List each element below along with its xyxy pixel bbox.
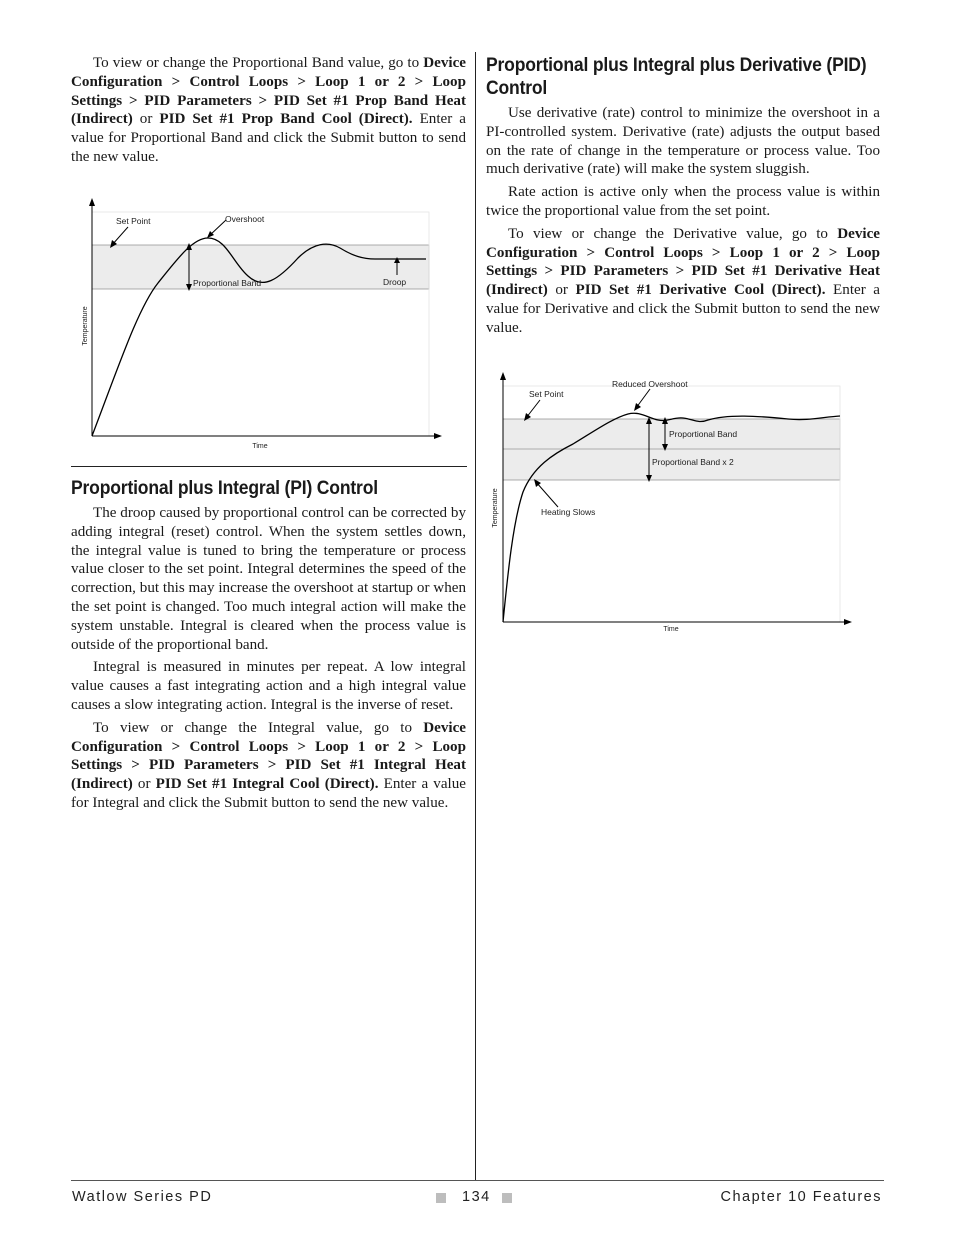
menu-path-bold: Device Configuration > Control Loops > Loop 1 or 2 > Loop Settings > PID Parameters > PID Set #1 Prop Band Heat (Indirect) [71,55,466,128]
x-axis-label: Time [252,443,268,450]
x-axis-label: Time [663,626,679,633]
menu-path-bold: PID Set #1 Integral Cool (Direct). [155,776,379,793]
pid-control-figure [488,372,858,634]
pi-paragraph-1: The droop caused by proportional control can be corrected by adding integral (reset) control. When the system settles down, the integral value is tuned to bring the temperature or process value closer to the set point. Integral determines the speed of the correction, but this may increase the overshoot at startup or when the set point is changed. Too much integral action will make the system unstable. Integral is cleared when the process value is outside of the proportional band. [71,505,466,653]
droop-label: Droop [383,277,407,287]
footer-product: Watlow Series PD [72,1189,213,1205]
reduced-overshoot-label: Reduced Overshoot [612,379,688,389]
x-axis-arrow [844,619,852,625]
overshoot-label: Overshoot [225,214,265,224]
footer-square-right [502,1193,512,1203]
pid-paragraph-1: Use derivative (rate) control to minimize the overshoot in a PI-controlled system. Derivative (rate) adjusts the output based on the rate of change in the temperature or process value. Too much derivative (rate) will make the system sluggish. [486,105,880,178]
set-point-label: Set Point [529,389,564,399]
heating-slows-label: Heating Slows [541,507,596,517]
proportional-band-instructions: To view or change the Proportional Band value, go to Device Configuration > Control Loops > Loop 1 or 2 > Loop Settings > PID Parameters > PID Set #1 Prop Band Heat (Indirect) or PID Set #1 Prop Band Cool (Direct). Enter a value for Proportional Band and click the Submit button to send the new value. [71,55,466,165]
proportional-band-x2-label: Proportional Band x 2 [652,457,734,467]
pi-paragraph-3: To view or change the Integral value, go to Device Configuration > Control Loops > Loop 1 or 2 > Loop Settings > PID Parameters > PID Set #1 Integral Heat (Indirect) or PID Set #1 Integral Cool (Direct). Enter a value for Integral and click the Submit button to send the new value. [71,719,466,811]
footer-square-left [436,1193,446,1203]
footer-chapter: Chapter 10 Features [720,1189,882,1205]
pid-section [486,54,880,342]
y-axis-arrow [500,372,506,380]
proportional-band-label: Proportional Band [193,278,262,288]
y-axis-label: Temperature [492,488,499,528]
pid-heading: Proportional plus Integral plus Derivative (PID) Control [486,54,867,99]
x-axis-arrow [434,433,442,439]
pi-section [71,477,466,817]
pi-paragraph-2: Integral is measured in minutes per repeat. A low integral value causes a fast integrating action and a high integral value causes a slow integrating action. Integral is the inverse of reset. [71,659,466,713]
menu-path-bold: PID Set #1 Prop Band Cool (Direct). [159,111,413,128]
menu-path-bold: PID Set #1 Derivative Cool (Direct). [575,282,826,299]
set-point-label: Set Point [116,216,151,226]
page-number: 134 [462,1189,491,1205]
y-axis-label: Temperature [82,306,89,346]
menu-path-bold: Device Configuration > Control Loops > Loop 1 or 2 > Loop Settings > PID Parameters > PID Set #1 Derivative Heat (Indirect) [486,225,880,299]
section-rule [71,466,467,467]
proportional-control-figure [78,198,450,454]
menu-path-bold: Device Configuration > Control Loops > Loop 1 or 2 > Loop Settings > PID Parameters > PID Set #1 Integral Heat (Indirect) [71,719,466,793]
reduced-overshoot-arrowhead [634,403,641,411]
proportional-band-label: Proportional Band [669,429,738,439]
pid-paragraph-2: Rate action is active only when the process value is within twice the proportional value from the set point. [486,184,880,219]
column-divider [475,52,476,1180]
y-axis-arrow [89,198,95,206]
heating-slows-pointer [536,482,558,507]
footer-rule [71,1180,884,1181]
pi-heading: Proportional plus Integral (PI) Control [71,477,378,499]
pid-paragraph-3: To view or change the Derivative value, go to Device Configuration > Control Loops > Loop 1 or 2 > Loop Settings > PID Parameters > PID Set #1 Derivative Heat (Indirect) or PID Set #1 Derivative Cool (Direct). Enter a value for Derivative and click the Submit button to send the new value. [486,225,881,336]
